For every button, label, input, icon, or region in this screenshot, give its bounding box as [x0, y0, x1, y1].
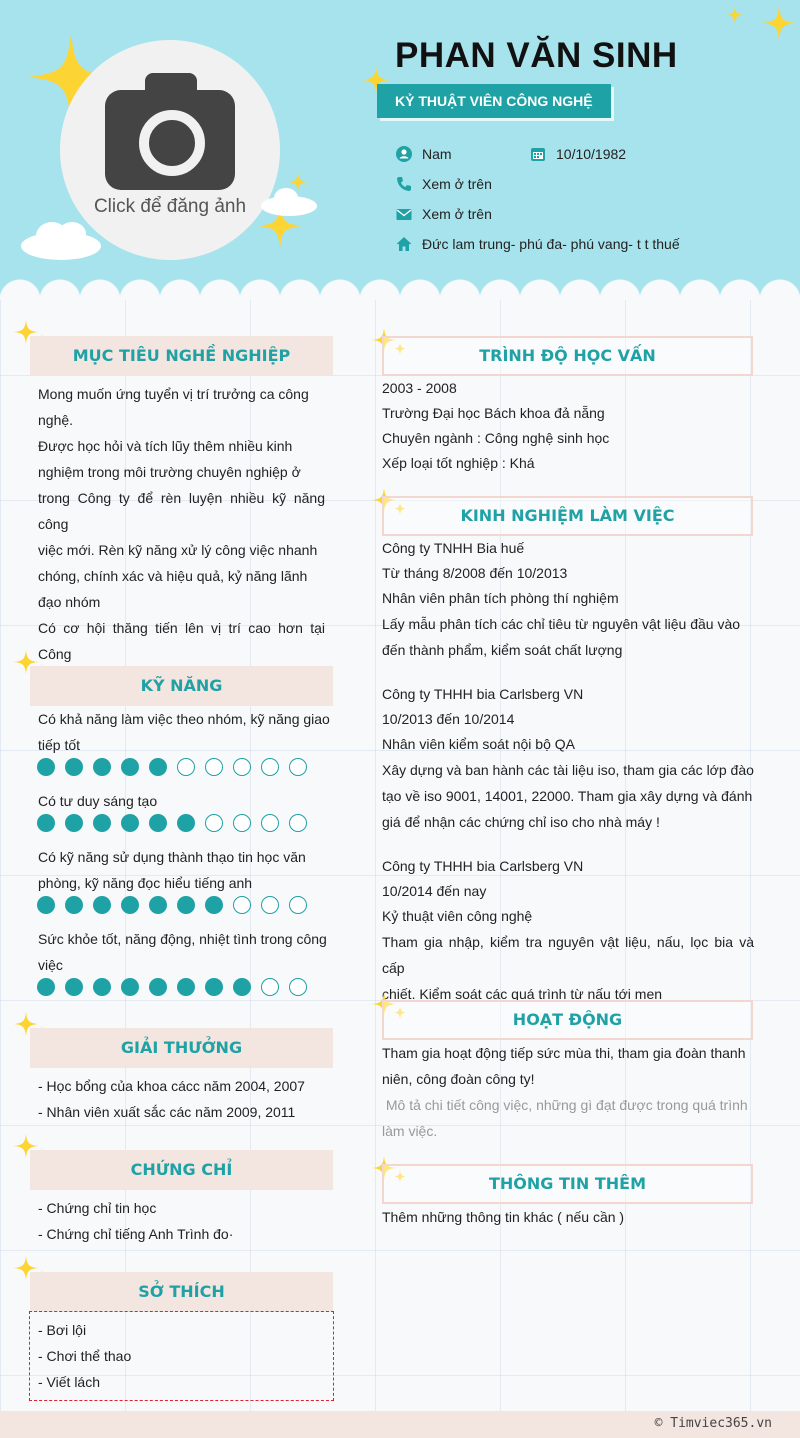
- education-details: [382, 376, 754, 476]
- user-icon: [396, 146, 412, 162]
- camera-lens-icon: [139, 110, 205, 176]
- experience-entry: [382, 536, 754, 663]
- rating-dot-empty: [205, 758, 223, 776]
- rating-dot-filled: [65, 814, 83, 832]
- rating-dot-empty: [289, 758, 307, 776]
- job-description: giá để nhận các chứng chỉ iso cho nhà máy !: [382, 814, 660, 830]
- header-scallop-edge: [0, 276, 800, 300]
- skill-rating: [37, 896, 307, 914]
- rating-dot-filled: [37, 978, 55, 996]
- skill-item: [38, 706, 333, 758]
- hobby-item: - Chơi thể thao: [38, 1348, 132, 1364]
- experience-entry: [382, 682, 754, 835]
- rating-dot-filled: [65, 978, 83, 996]
- rating-dot-empty: [233, 896, 251, 914]
- education-period: 2003 - 2008: [382, 380, 457, 396]
- phone-value: Xem ở trên: [422, 176, 492, 192]
- rating-dot-filled: [149, 814, 167, 832]
- education-school: Trường Đại học Bách khoa đả nẵng: [382, 405, 605, 421]
- rating-dot-filled: [37, 758, 55, 776]
- more-info-text: Thêm những thông tin khác ( nếu cần ): [382, 1209, 625, 1225]
- job-description: Xây dựng và ban hành các tài liệu iso, tham gia các lớp đào: [382, 762, 754, 778]
- skill-label: Sức khỏe tốt, năng động, nhiệt tình trong công: [38, 931, 327, 947]
- activities-text: [382, 1040, 754, 1144]
- section-title-hobbies: SỞ THÍCH: [30, 1272, 333, 1312]
- candidate-name: PHAN VĂN SINH: [395, 36, 678, 75]
- activity-line: Tham gia hoạt động tiếp sức mùa thi, tham gia đoàn thanh: [382, 1045, 746, 1061]
- rating-dot-empty: [289, 978, 307, 996]
- rating-dot-filled: [205, 896, 223, 914]
- rating-dot-empty: [205, 814, 223, 832]
- certificate-item: - Chứng chỉ tiếng Anh Trình đo·: [38, 1226, 234, 1242]
- hobbies-list: [38, 1317, 318, 1395]
- job-position: Nhân viên phân tích phòng thí nghiệm: [382, 590, 619, 606]
- text-line: Được học hỏi và tích lũy thêm nhiều kinh: [38, 438, 293, 454]
- skill-label: Có khả năng làm việc theo nhóm, kỹ năng giao: [38, 711, 330, 727]
- address-field: [396, 236, 680, 252]
- certificates-list: [38, 1195, 333, 1247]
- skill-label: tiếp tốt: [38, 737, 81, 753]
- job-position: Kỷ thuật viên công nghệ: [382, 908, 533, 924]
- text-line: Mong muốn ứng tuyển vị trí trưởng ca công: [38, 386, 309, 402]
- rating-dot-filled: [37, 814, 55, 832]
- rating-dot-filled: [37, 896, 55, 914]
- rating-dot-filled: [233, 978, 251, 996]
- rating-dot-empty: [261, 896, 279, 914]
- job-description: chiết. Kiểm soát các quá trình từ nấu tới men: [382, 986, 663, 1002]
- section-title-more-info: THÔNG TIN THÊM: [382, 1164, 753, 1204]
- text-line: nghệ.: [38, 412, 74, 428]
- gender-field: [396, 146, 452, 162]
- rating-dot-filled: [177, 814, 195, 832]
- rating-dot-empty: [289, 814, 307, 832]
- rating-dot-filled: [121, 814, 139, 832]
- footer-bar: [0, 1411, 800, 1438]
- section-title-education: TRÌNH ĐỘ HỌC VẤN: [382, 336, 753, 376]
- skill-item: [38, 788, 333, 814]
- rating-dot-filled: [65, 758, 83, 776]
- rating-dot-filled: [93, 978, 111, 996]
- section-title-skills: KỸ NĂNG: [30, 666, 333, 706]
- rating-dot-filled: [65, 896, 83, 914]
- career-goal-text: [38, 381, 325, 693]
- skill-rating: [37, 814, 307, 832]
- text-line: đạo nhóm: [38, 594, 101, 610]
- skill-rating: [37, 978, 307, 996]
- rating-dot-filled: [205, 978, 223, 996]
- email-field: [396, 206, 492, 222]
- rating-dot-filled: [121, 978, 139, 996]
- rating-dot-empty: [261, 814, 279, 832]
- star-decoration-icon: [726, 6, 744, 24]
- rating-dot-empty: [261, 758, 279, 776]
- skill-item: [38, 844, 333, 896]
- section-title-certificates: CHỨNG CHỈ: [30, 1150, 333, 1190]
- cloud-decoration-icon: [18, 212, 104, 262]
- rating-dot-filled: [93, 896, 111, 914]
- skill-item: [38, 926, 333, 978]
- activity-hint-line: Mô tả chi tiết công việc, những gì đạt được trong quá trình: [382, 1097, 748, 1113]
- text-line: chóng, chính xác và hiệu quả, kỷ năng lãnh: [38, 568, 308, 584]
- rating-dot-filled: [149, 758, 167, 776]
- activity-line: niên, công đoàn công ty!: [382, 1071, 535, 1087]
- birthday-field: [530, 146, 626, 162]
- footer-copyright: © Timviec365.vn: [654, 1416, 772, 1431]
- rating-dot-empty: [289, 896, 307, 914]
- education-grade: Xếp loại tốt nghiệp : Khá: [382, 455, 535, 471]
- text-line: nghiệm trong môi trường chuyên nghiệp ở: [38, 464, 301, 480]
- phone-field: [396, 176, 492, 192]
- hobby-item: - Bơi lội: [38, 1322, 87, 1338]
- home-icon: [396, 236, 412, 252]
- job-period: 10/2013 đến 10/2014: [382, 711, 515, 727]
- job-company: Công ty THHH bia Carlsberg VN: [382, 686, 584, 702]
- header-banner: [0, 0, 800, 300]
- rating-dot-empty: [233, 814, 251, 832]
- section-title-experience: KINH NGHIỆM LÀM VIỆC: [382, 496, 753, 536]
- text-line: trong Công ty để rèn luyện nhiều kỹ năng công: [38, 490, 325, 532]
- job-description: đến thành phẩm, kiểm soát chất lượng: [382, 642, 623, 658]
- skill-label: Có kỹ năng sử dụng thành thạo tin học văn: [38, 849, 306, 865]
- awards-list: [38, 1073, 333, 1125]
- section-title-career-goal: MỤC TIÊU NGHỀ NGHIỆP: [30, 336, 333, 376]
- rating-dot-filled: [177, 896, 195, 914]
- job-company: Công ty THHH bia Carlsberg VN: [382, 858, 584, 874]
- email-icon: [396, 206, 412, 222]
- address-value: Đức lam trung- phú đa- phú vang- t t thuế: [422, 236, 680, 252]
- section-title-activities: HOẠT ĐỘNG: [382, 1000, 753, 1040]
- cloud-decoration-icon: [258, 184, 320, 218]
- text-line: Có cơ hội thăng tiến lên vị trí cao hơn tại Công: [38, 620, 325, 662]
- rating-dot-empty: [261, 978, 279, 996]
- rating-dot-filled: [149, 896, 167, 914]
- hobbies-editable-box[interactable]: [29, 1311, 334, 1401]
- rating-dot-filled: [177, 978, 195, 996]
- job-period: 10/2014 đến nay: [382, 883, 487, 899]
- hobby-item: - Viết lách: [38, 1374, 100, 1390]
- skill-label: việc: [38, 957, 63, 973]
- calendar-icon: [530, 146, 546, 162]
- gender-value: Nam: [422, 146, 452, 162]
- skill-label: phòng, kỹ năng đọc hiểu tiếng anh: [38, 875, 253, 891]
- rating-dot-filled: [93, 758, 111, 776]
- education-major: Chuyên ngành : Công nghệ sinh học: [382, 430, 610, 446]
- phone-icon: [396, 176, 412, 192]
- job-company: Công ty TNHH Bia huế: [382, 540, 525, 556]
- job-description: Lấy mẫu phân tích các chỉ tiêu từ nguyên vật liệu đầu vào: [382, 616, 741, 632]
- rating-dot-filled: [93, 814, 111, 832]
- job-description: tạo về iso 9001, 14001, 22000. Tham gia xây dựng và đánh: [382, 788, 753, 804]
- rating-dot-filled: [121, 896, 139, 914]
- experience-entry: [382, 854, 754, 1007]
- award-item: - Học bổng của khoa cácc năm 2004, 2007: [38, 1078, 305, 1094]
- award-item: - Nhân viên xuất sắc các năm 2009, 2011: [38, 1104, 296, 1120]
- text-line: việc mới. Rèn kỹ năng xử lý công việc nhanh: [38, 542, 318, 558]
- star-decoration-icon: [762, 6, 796, 40]
- job-position: Nhân viên kiểm soát nội bộ QA: [382, 736, 575, 752]
- job-period: Từ tháng 8/2008 đến 10/2013: [382, 565, 568, 581]
- rating-dot-empty: [177, 758, 195, 776]
- certificate-item: - Chứng chỉ tin học: [38, 1200, 157, 1216]
- rating-dot-empty: [233, 758, 251, 776]
- rating-dot-filled: [121, 758, 139, 776]
- photo-upload-label: Click để đăng ảnh: [93, 196, 247, 217]
- skill-rating: [37, 758, 307, 776]
- activity-hint-line: làm việc.: [382, 1123, 438, 1139]
- section-title-awards: GIẢI THƯỞNG: [30, 1028, 333, 1068]
- job-description: Tham gia nhập, kiểm tra nguyên vật liệu, nấu, lọc bia và cấp: [382, 934, 754, 976]
- email-value: Xem ở trên: [422, 206, 492, 222]
- skill-label: Có tư duy sáng tạo: [38, 793, 158, 809]
- job-title-badge: KỶ THUẬT VIÊN CÔNG NGHỆ: [377, 84, 611, 118]
- rating-dot-filled: [149, 978, 167, 996]
- birthday-value: 10/10/1982: [556, 146, 627, 162]
